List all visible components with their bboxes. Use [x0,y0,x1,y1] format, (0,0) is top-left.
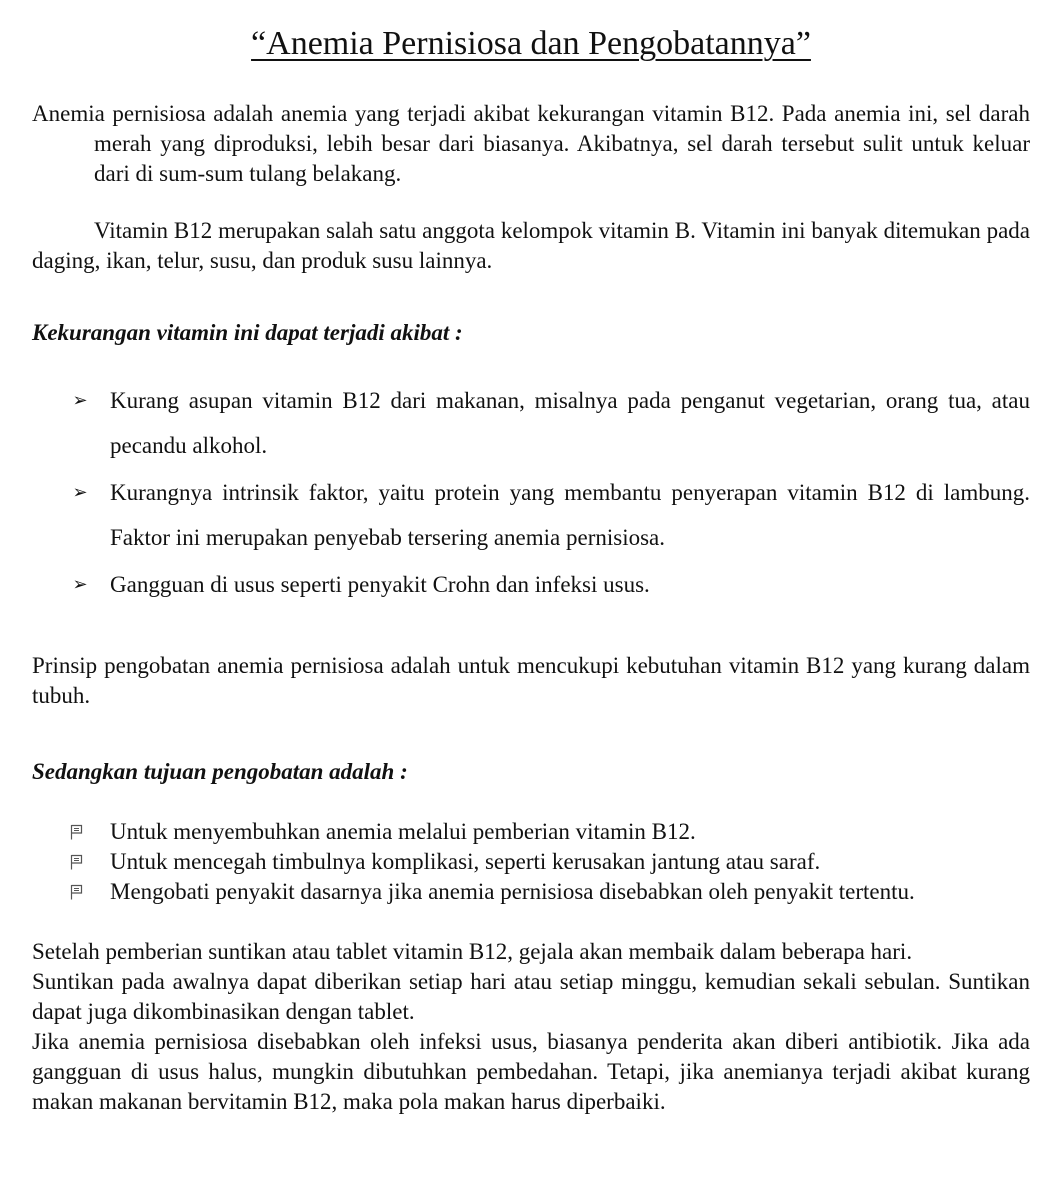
arrow-bullet-icon: ➢ [72,390,88,410]
goals-list [32,817,1030,907]
list-item-text: Mengobati penyakit dasarnya jika anemia pernisiosa disebabkan oleh penyakit tertentu. [110,879,915,904]
flag-bullet-icon [70,854,83,870]
list-item-text: Untuk mencegah timbulnya komplikasi, seperti kerusakan jantung atau saraf. [110,849,821,874]
paragraph-setelah: Setelah pemberian suntikan atau tablet vitamin B12, gejala akan membaik dalam beberapa hari. [32,939,913,964]
goals-heading: Sedangkan tujuan pengobatan adalah : [32,759,408,784]
list-item [32,817,1030,847]
paragraph-intro: Anemia pernisiosa adalah anemia yang terjadi akibat kekurangan vitamin B12. Pada anemia ini, sel darah merah yang diproduksi, lebih besar dari biasanya. Akibatnya, sel darah tersebut sulit untuk keluar dari di sum-sum tulang belakang. [32,101,1030,186]
arrow-bullet-icon: ➢ [72,482,88,502]
paragraph-vitamin: Vitamin B12 merupakan salah satu anggota kelompok vitamin B. Vitamin ini banyak ditemukan pada daging, ikan, telur, susu, dan produk susu lainnya. [32,218,1030,273]
paragraph-infeksi: Jika anemia pernisiosa disebabkan oleh infeksi usus, biasanya penderita akan diberi antibiotik. Jika ada gangguan di usus halus, mungkin dibutuhkan pembedahan. Tetapi, jika anemianya terjadi akibat kurang makan makanan bervitamin B12, maka pola makan harus diperbaiki. [32,1029,1030,1114]
list-item-text: Kurang asupan vitamin B12 dari makanan, misalnya pada penganut vegetarian, orang tua, atau pecandu alkohol. [110,388,1030,458]
arrow-bullet-icon: ➢ [72,574,88,594]
paragraph-suntikan: Suntikan pada awalnya dapat diberikan setiap hari atau setiap minggu, kemudian sekali sebulan. Suntikan dapat juga dikombinasikan dengan tablet. [32,969,1030,1024]
list-item [32,378,1030,468]
closing-section [32,937,1030,1117]
document-page [32,22,1030,1117]
list-item [32,877,1030,907]
list-item [32,470,1030,560]
paragraph-prinsip: Prinsip pengobatan anemia pernisiosa adalah untuk mencukupi kebutuhan vitamin B12 yang kurang dalam tubuh. [32,653,1030,708]
list-item-text: Kurangnya intrinsik faktor, yaitu protein yang membantu penyerapan vitamin B12 di lambung. Faktor ini merupakan penyebab tersering anemia pernisiosa. [110,480,1030,550]
list-item-text: Untuk menyembuhkan anemia melalui pemberian vitamin B12. [110,819,696,844]
list-item [32,562,1030,607]
document-title: “Anemia Pernisiosa dan Pengobatannya” [251,25,811,62]
causes-list [32,378,1030,607]
causes-heading: Kekurangan vitamin ini dapat terjadi akibat : [32,320,463,345]
flag-bullet-icon [70,884,83,900]
list-item-text: Gangguan di usus seperti penyakit Crohn dan infeksi usus. [110,572,650,597]
flag-bullet-icon [70,824,83,840]
list-item [32,847,1030,877]
